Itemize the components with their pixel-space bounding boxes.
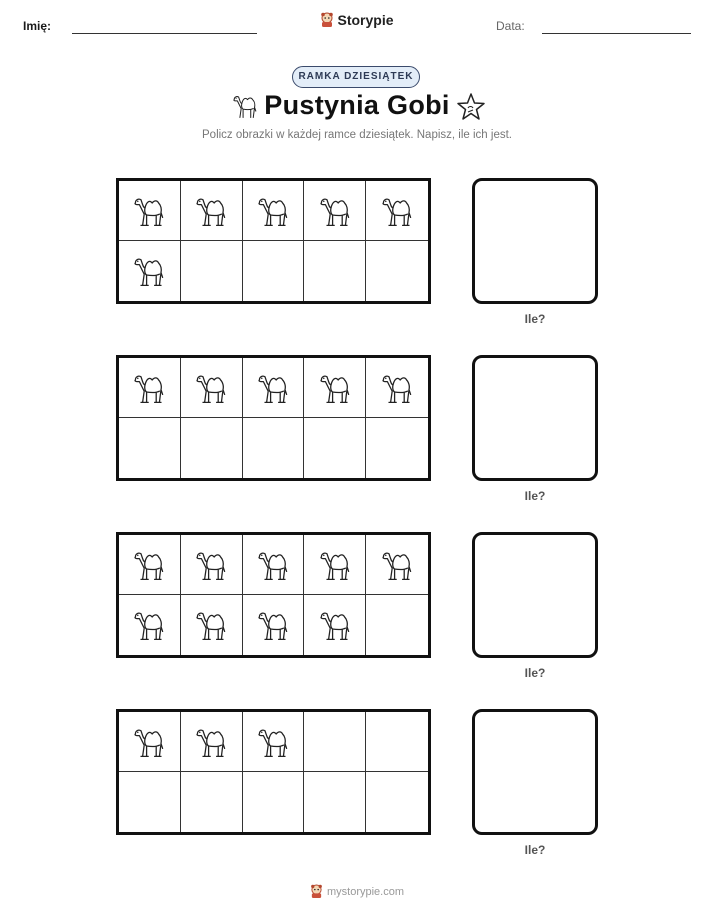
- star-icon: [455, 92, 487, 122]
- frame-cell: [181, 535, 243, 595]
- camel-icon: [129, 603, 169, 647]
- frame-cell: [119, 241, 181, 301]
- answer-box-3[interactable]: [472, 532, 598, 658]
- brand: [0, 12, 714, 33]
- camel-icon: [191, 189, 231, 233]
- answer-box-2[interactable]: [472, 355, 598, 481]
- frame-cell: [181, 595, 243, 655]
- camel-icon: [253, 603, 293, 647]
- frame-cell: [304, 418, 366, 478]
- name-field[interactable]: [72, 33, 257, 34]
- frame-cell: [366, 181, 428, 241]
- brand-name: Storypie: [337, 12, 394, 28]
- page-title: Pustynia Gobi: [264, 90, 450, 120]
- camel-icon: [129, 720, 169, 764]
- frame-cell: [366, 241, 428, 301]
- frame-cell: [366, 772, 428, 832]
- frame-cell: [366, 358, 428, 418]
- camel-icon: [315, 603, 355, 647]
- frame-cell: [243, 772, 305, 832]
- camel-icon: [191, 603, 231, 647]
- frame-cell: [181, 772, 243, 832]
- camel-icon: [377, 543, 417, 587]
- frame-cell: [304, 535, 366, 595]
- frame-cell: [243, 358, 305, 418]
- frame-cell: [181, 181, 243, 241]
- frame-cell: [304, 241, 366, 301]
- camel-icon: [129, 189, 169, 233]
- answer-label-1: Ile?: [524, 312, 546, 326]
- answer-label-3: Ile?: [524, 666, 546, 680]
- frame-cell: [181, 712, 243, 772]
- frame-cell: [119, 418, 181, 478]
- name-label: Imię:: [23, 19, 52, 33]
- camel-icon: [129, 543, 169, 587]
- camel-icon: [253, 189, 293, 233]
- ten-frame-3: [116, 532, 431, 658]
- answer-label-4: Ile?: [524, 843, 546, 857]
- answer-label-2: Ile?: [524, 489, 546, 503]
- frame-cell: [304, 712, 366, 772]
- frame-cell: [243, 241, 305, 301]
- frame-cell: [243, 535, 305, 595]
- frame-cell: [366, 712, 428, 772]
- date-field[interactable]: [542, 33, 691, 34]
- frame-cell: [119, 358, 181, 418]
- camel-icon: [129, 249, 169, 293]
- storypie-logo: [320, 12, 334, 28]
- camel-icon: [315, 366, 355, 410]
- frame-cell: [119, 181, 181, 241]
- answer-box-4[interactable]: [472, 709, 598, 835]
- frame-cell: [304, 358, 366, 418]
- frame-cell: [181, 418, 243, 478]
- camel-icon: [129, 366, 169, 410]
- camel-icon: [191, 366, 231, 410]
- date-label: Data:: [496, 19, 525, 33]
- camel-icon: [315, 189, 355, 233]
- storypie-logo: [310, 884, 323, 899]
- frame-cell: [181, 358, 243, 418]
- frame-cell: [119, 535, 181, 595]
- frame-cell: [366, 418, 428, 478]
- camel-icon: [253, 720, 293, 764]
- frame-cell: [119, 772, 181, 832]
- frame-cell: [304, 595, 366, 655]
- worksheet-tag: RAMKA DZIESIĄTEK: [292, 66, 420, 88]
- frame-cell: [366, 595, 428, 655]
- instructions: Policz obrazki w każdej ramce dziesiątek. Napisz, ile ich jest.: [202, 129, 512, 141]
- footer: [0, 884, 714, 904]
- ten-frame-2: [116, 355, 431, 481]
- frame-cell: [243, 181, 305, 241]
- camel-icon: [377, 189, 417, 233]
- frame-cell: [243, 595, 305, 655]
- frame-cell: [119, 712, 181, 772]
- frame-cell: [119, 595, 181, 655]
- frame-cell: [181, 241, 243, 301]
- camel-icon: [377, 366, 417, 410]
- frame-cell: [304, 181, 366, 241]
- footer-url: mystorypie.com: [326, 885, 405, 898]
- frame-cell: [243, 712, 305, 772]
- camel-icon: [191, 543, 231, 587]
- camel-icon: [191, 720, 231, 764]
- ten-frame-4: [116, 709, 431, 835]
- frame-cell: [243, 418, 305, 478]
- answer-box-1[interactable]: [472, 178, 598, 304]
- camel-icon: [253, 543, 293, 587]
- frame-cell: [366, 535, 428, 595]
- camel-icon: [253, 366, 293, 410]
- frame-cell: [304, 772, 366, 832]
- camel-icon: [315, 543, 355, 587]
- ten-frame-1: [116, 178, 431, 304]
